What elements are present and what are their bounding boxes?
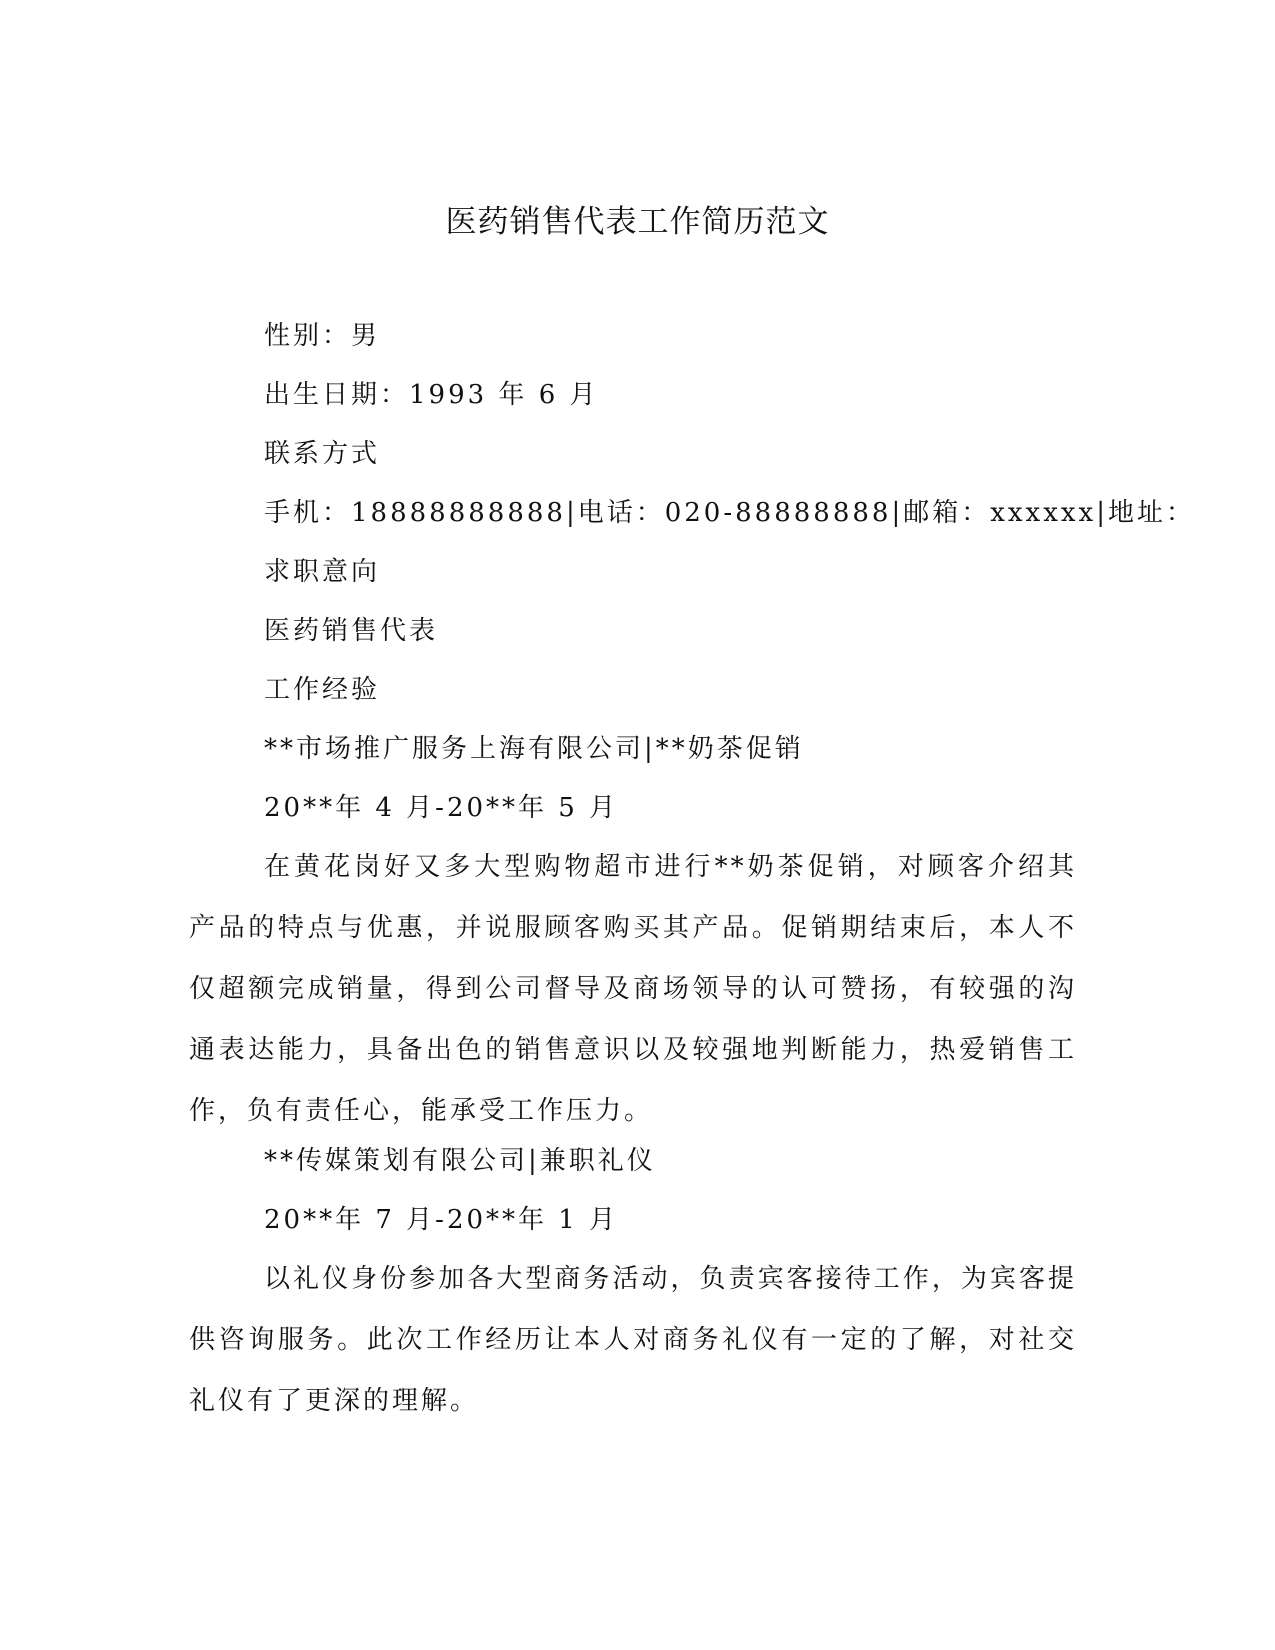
job-company-role: **市场推广服务上海有限公司|**奶茶促销 [264, 734, 804, 764]
job-description: 以礼仪身份参加各大型商务活动，负责宾客接待工作，为宾客提供咨询服务。此次工作经历让本人对商务礼仪有一定的了解，对社交礼仪有了更深的理解。 [189, 1264, 1077, 1416]
job-period: 20**年 7 月-20**年 1 月 [264, 1205, 619, 1235]
job-period: 20**年 4 月-20**年 5 月 [264, 793, 619, 823]
job-company-role: **传媒策划有限公司|兼职礼仪 [264, 1146, 656, 1176]
contact-details-line: 手机：18888888888|电话：020-88888888|邮箱：xxxxxx|地址： [264, 498, 1195, 528]
experience-heading: 工作经验 [264, 675, 381, 705]
birth-date-line: 出生日期：1993 年 6 月 [264, 380, 599, 410]
document-title: 医药销售代表工作简历范文 [445, 204, 830, 240]
gender-line: 性别：男 [264, 321, 381, 351]
objective-heading: 求职意向 [264, 557, 381, 587]
job-description: 在黄花岗好又多大型购物超市进行**奶茶促销，对顾客介绍其产品的特点与优惠，并说服顾客购买其产品。促销期结束后，本人不仅超额完成销量，得到公司督导及商场领导的认可赞扬，有较强的沟通表达能力，具备出色的销售意识以及较强地判断能力，热爱销售工作，负有责任心，能承受工作压力。 [189, 852, 1077, 1126]
contact-heading: 联系方式 [264, 439, 381, 469]
objective-position: 医药销售代表 [264, 616, 439, 646]
